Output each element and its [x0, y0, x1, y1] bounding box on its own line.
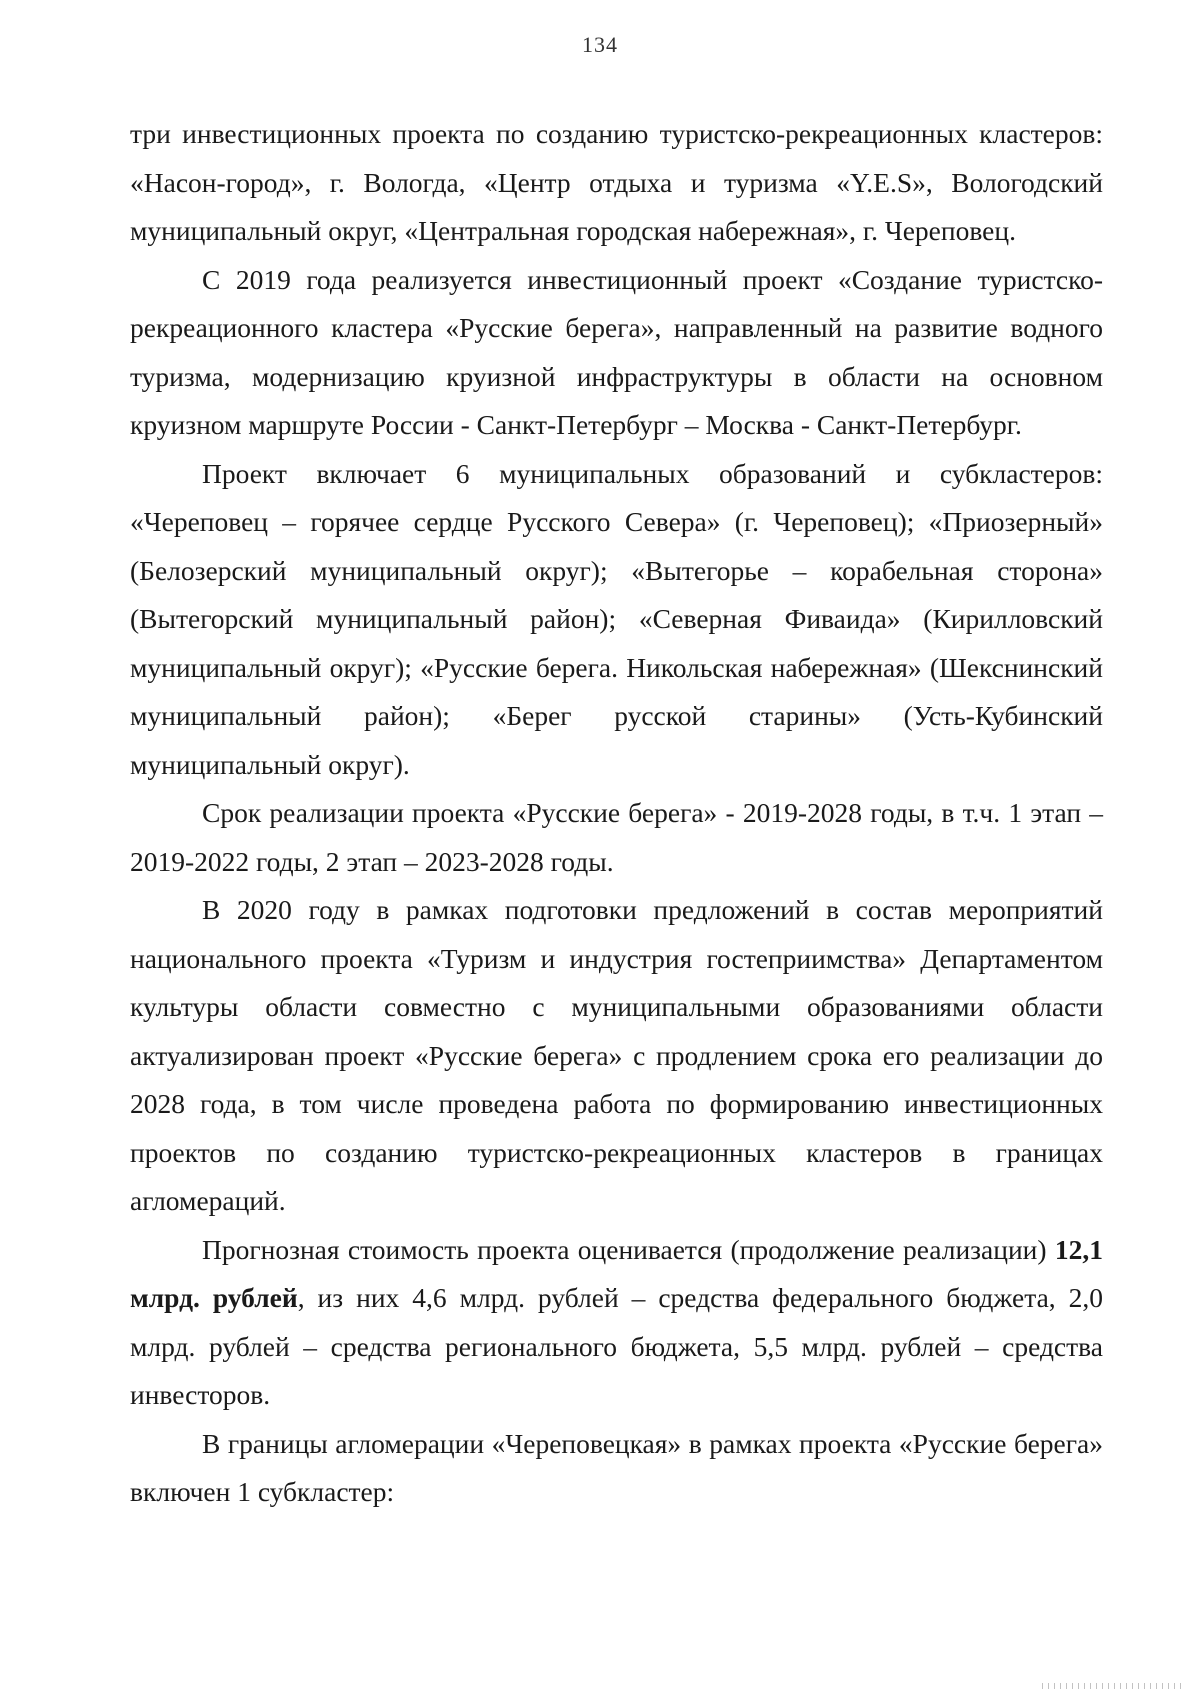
paragraph-subclusters-list: Проект включает 6 муниципальных образований и субкластеров: «Череповец – горячее сердце Русского Севера» (г. Череповец); «Приозерный» (Белозерский муниципальный округ); «Вытегорье – корабельная сторона» (Вытегорский муниципальный район); «Северная Фиваида» (Кирилловский муниципальный округ); «Русские берега. Никольская набережная» (Шекснинский муниципальный район); «Берег русской старины» (Усть-Кубинский муниципальный округ).	[130, 457, 1103, 780]
paragraph-russian-shores-project: С 2019 года реализуется инвестиционный проект «Создание туристско-рекреационного кластера «Русские берега», направленный на развитие водного туризма, модернизацию круизной инфраструктуры в области на основном круизном маршруте России - Санкт-Петербург – Москва - Санкт-Петербург.	[130, 263, 1103, 440]
scan-edge-marks	[1042, 1683, 1182, 1689]
paragraph-cherepovets-agglomeration: В границы агломерации «Череповецкая» в рамках проекта «Русские берега» включен 1 субкластер:	[130, 1427, 1103, 1507]
paragraph-project-timeline: Срок реализации проекта «Русские берега» - 2019-2028 годы, в т.ч. 1 этап – 2019-2022 годы, 2 этап – 2023-2028 годы.	[130, 797, 1103, 877]
document-body	[130, 110, 1103, 1517]
cost-total-amount: 12,1 млрд. рублей	[130, 1233, 1104, 1313]
cost-lead-text: Прогнозная стоимость проекта оценивается (продолжение реализации)	[202, 1233, 1047, 1265]
paragraph-investment-projects: три инвестиционных проекта по созданию туристско-рекреационных кластеров: «Насон-город», г. Вологда, «Центр отдыха и туризма «Y.E.S», Вологодский муниципальный округ, «Центральная городская набережная», г. Череповец.	[130, 118, 1103, 246]
cost-breakdown-text: , из них 4,6 млрд. рублей – средства федерального бюджета, 2,0 млрд. рублей – средства регионального бюджета, 5,5 млрд. рублей – средства инвесторов.	[130, 1282, 1103, 1410]
paragraph-project-cost	[130, 1226, 1103, 1420]
paragraph-2020-update: В 2020 году в рамках подготовки предложений в состав мероприятий национального проекта «Туризм и индустрия гостеприимства» Департаментом культуры области совместно с муниципальными образованиями области актуализирован проект «Русские берега» с продлением срока его реализации до 2028 года, в том числе проведена работа по формированию инвестиционных проектов по созданию туристско-рекреационных кластеров в границах агломераций.	[130, 894, 1103, 1216]
page-number: 134	[582, 32, 618, 57]
